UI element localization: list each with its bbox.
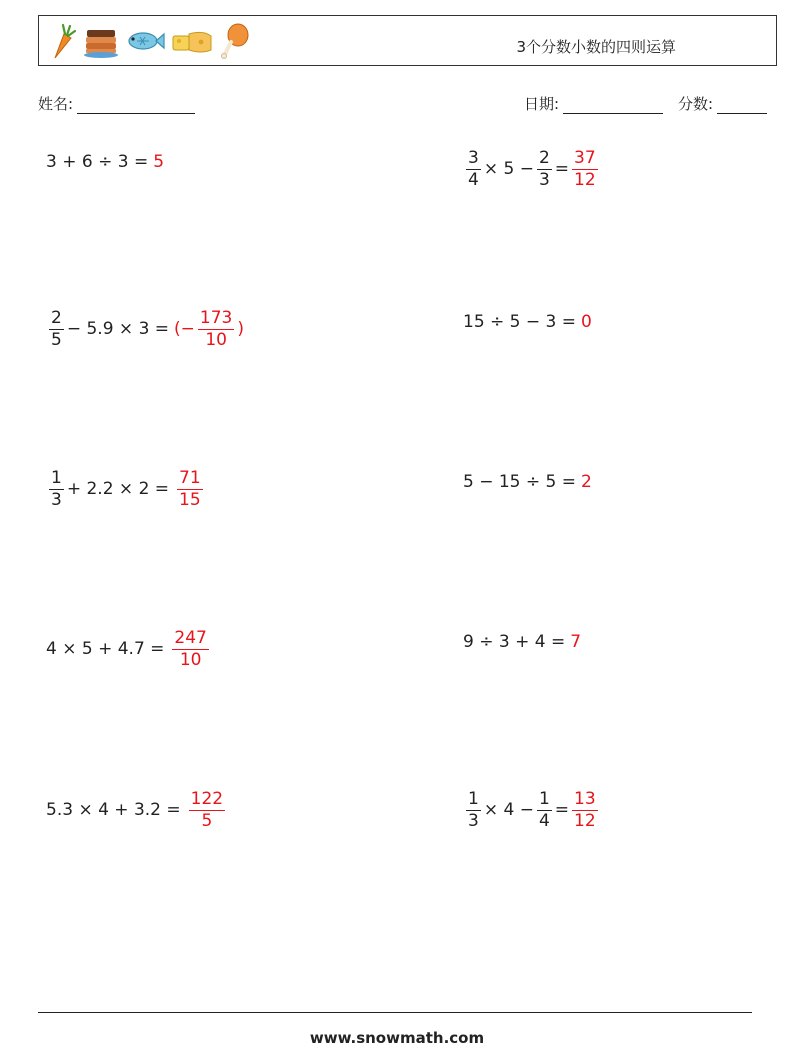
equals-sign: = [554, 159, 570, 179]
expression-middle: × 4 − [483, 800, 534, 820]
fraction: $\frac{2}{5}$ [51, 307, 62, 350]
problem-2 [463, 141, 601, 197]
problem-10 [463, 782, 601, 838]
answer: $\frac{37}{12}$ [574, 147, 596, 190]
answer: 0 [581, 312, 592, 332]
answer: (− $\frac{173}{10}$ ) [174, 307, 245, 350]
problem-1 [46, 134, 164, 190]
footer-divider [38, 1012, 752, 1013]
fish-icon [125, 22, 165, 60]
expression: 9 ÷ 3 + 4 = [463, 632, 566, 652]
problem-3 [46, 301, 244, 357]
carrot-icon [47, 22, 77, 60]
name-label: 姓名: [38, 95, 74, 113]
problem-5 [46, 461, 206, 517]
expression: 5.3 × 4 + 3.2 = [46, 800, 181, 820]
expression: 5 − 15 ÷ 5 = [463, 472, 577, 492]
expression: 15 ÷ 5 − 3 = [463, 312, 577, 332]
icon-strip [47, 22, 251, 60]
problem-4 [463, 294, 592, 350]
score-label: 分数: [678, 95, 714, 113]
name-field[interactable] [38, 93, 195, 114]
equals-sign: = [554, 800, 570, 820]
answer: $\frac{13}{12}$ [574, 788, 596, 831]
worksheet-title: 3个分数小数的四则运算 [516, 38, 676, 56]
name-blank[interactable] [77, 99, 195, 114]
fraction: $\frac{1}{3}$ [468, 788, 479, 831]
answer: $\frac{71}{15}$ [179, 467, 201, 510]
fraction: $\frac{2}{3}$ [538, 147, 550, 190]
problem-9 [46, 782, 228, 838]
date-label: 日期: [524, 95, 560, 113]
footer-url: www.snowmath.com [309, 1029, 485, 1047]
expression-middle: × 5 − [483, 159, 534, 179]
date-field[interactable] [524, 93, 663, 114]
answer: $\frac{247}{10}$ [174, 627, 207, 670]
expression-middle: − 5.9 × 3 = [66, 319, 170, 339]
problem-8 [463, 614, 581, 670]
date-blank[interactable] [563, 99, 663, 114]
expression: 4 × 5 + 4.7 = [46, 639, 165, 659]
score-field[interactable] [678, 93, 767, 114]
cheese-icon [171, 22, 213, 60]
fraction: $\frac{1}{3}$ [51, 467, 62, 510]
answer: 2 [581, 472, 592, 492]
problem-6 [463, 454, 592, 510]
expression: 3 + 6 ÷ 3 = [46, 152, 149, 172]
expression-middle: + 2.2 × 2 = [66, 479, 170, 499]
answer: $\frac{122}{5}$ [190, 788, 224, 831]
worksheet-header [38, 15, 777, 66]
drumstick-icon [219, 22, 251, 60]
score-blank[interactable] [717, 99, 767, 114]
fraction: $\frac{1}{4}$ [538, 788, 550, 831]
cake-icon [83, 22, 119, 60]
problem-7 [46, 621, 212, 677]
answer: 5 [153, 152, 165, 172]
fraction: $\frac{3}{4}$ [468, 147, 479, 190]
answer: 7 [570, 632, 582, 652]
